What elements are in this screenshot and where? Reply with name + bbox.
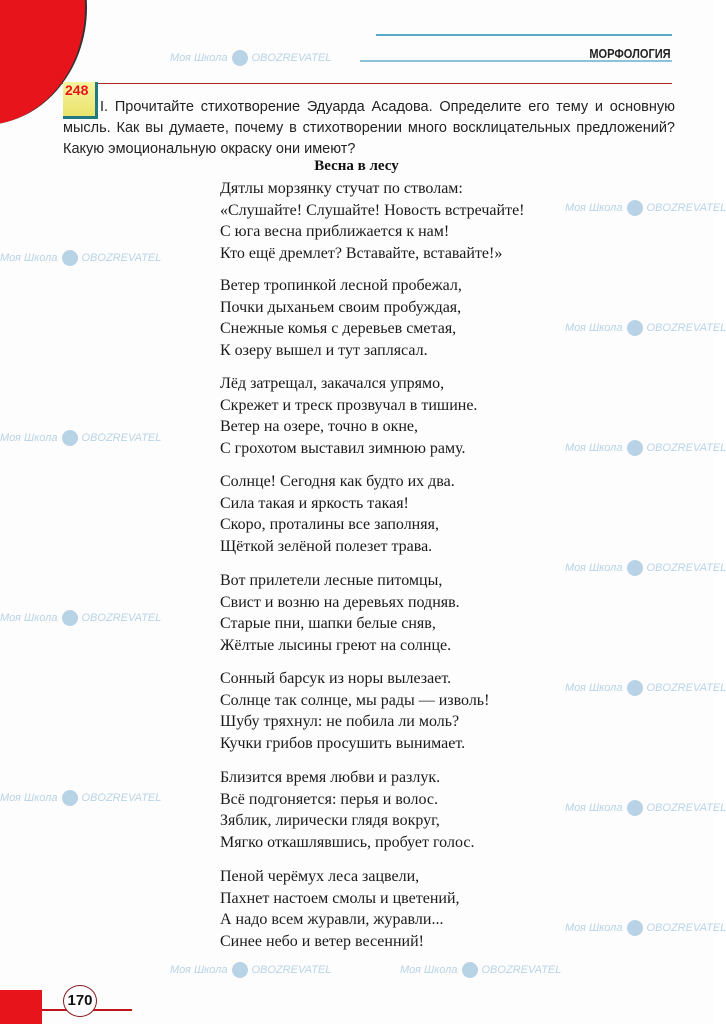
watermark-text: Моя Школа — [0, 791, 58, 804]
page-number: 170 — [63, 985, 97, 1017]
poem-line: Шубу тряхнул: не побила ли моль? — [220, 713, 460, 730]
poem-line: К озеру вышел и тут заплясал. — [220, 341, 428, 359]
watermark — [565, 800, 726, 816]
poem-title: Весна в лесу — [314, 158, 399, 174]
poem-line: Почки дыханьем своим пробуждая, — [220, 298, 462, 316]
poem-line: Мягко откашлявшись, пробует голос. — [220, 833, 475, 851]
watermark — [565, 200, 726, 216]
watermark-text: OBOZREVATEL — [81, 431, 162, 444]
poem-stanza — [220, 767, 474, 853]
poem-line: А надо всем журавли, журавли... — [220, 911, 444, 928]
watermark — [170, 962, 331, 978]
exercise-task: I. Прочитайте стихотворение Эдуарда Асадова. Определите его тему и основную мысль. Как вы думаете, почему в стихотворении много восклицательных предложений? Какую эмоциональную окраску они имеют? — [63, 99, 675, 157]
watermark-text: OBOZREVATEL — [81, 251, 162, 264]
watermark-logo-icon — [62, 430, 78, 446]
watermark-text: Моя Школа — [0, 611, 58, 624]
poem-stanza — [220, 178, 525, 264]
poem-line: Скрежет и треск прозвучал в тишине. — [220, 396, 478, 414]
poem-line: Синее небо и ветер весенний! — [220, 932, 424, 950]
poem-line: Пеной черёмух леса зацвели, — [220, 868, 420, 885]
watermark-text: Моя Школа — [400, 963, 458, 976]
watermark-logo-icon — [627, 920, 643, 936]
watermark-text: OBOZREVATEL — [646, 441, 726, 454]
watermark-logo-icon — [627, 560, 643, 576]
watermark — [400, 962, 561, 978]
exercise-number: 248 — [65, 82, 89, 98]
poem-line: Сонный барсук из норы вылезает. — [220, 670, 452, 687]
poem-stanza — [220, 668, 489, 754]
poem-stanza — [220, 866, 460, 952]
watermark-logo-icon — [62, 610, 78, 626]
poem-line: Лёд затрещал, закачался упрямо, — [220, 375, 445, 392]
watermark — [0, 250, 161, 266]
poem-line: Ветер на озере, точно в окне, — [220, 418, 419, 435]
poem-line: Всё подгоняется: перья и волос. — [220, 790, 438, 808]
poem-line: С юга весна приближается к нам! — [220, 223, 450, 240]
poem-line: «Слушайте! Слушайте! Новость встречайте! — [220, 201, 525, 219]
watermark-text: Моя Школа — [0, 251, 58, 264]
poem-line: Щёткой зелёной полезет трава. — [220, 537, 433, 555]
watermark — [0, 790, 161, 806]
watermark-text: OBOZREVATEL — [646, 681, 726, 694]
watermark-text: OBOZREVATEL — [251, 963, 332, 976]
watermark-text: Моя Школа — [170, 963, 228, 976]
poem-line: Дятлы морзянку стучат по стволам: — [220, 180, 463, 197]
watermark — [0, 610, 161, 626]
watermark-text: OBOZREVATEL — [81, 611, 162, 624]
watermark — [565, 320, 726, 336]
watermark — [170, 50, 331, 66]
watermark-logo-icon — [232, 50, 248, 66]
page-bar — [0, 990, 42, 1024]
watermark — [565, 920, 726, 936]
poem-line: Кучки грибов просушить вынимает. — [220, 734, 466, 752]
poem-line: Солнце так солнце, мы рады — изволь! — [220, 691, 490, 709]
poem-line: Кто ещё дремлет? Вставайте, вставайте!» — [220, 244, 503, 262]
poem-stanza — [220, 275, 462, 361]
watermark-text: OBOZREVATEL — [251, 51, 332, 64]
watermark-logo-icon — [462, 962, 478, 978]
watermark-text: OBOZREVATEL — [646, 201, 726, 214]
watermark-text: Моя Школа — [565, 321, 623, 334]
watermark — [565, 680, 726, 696]
watermark-text: OBOZREVATEL — [481, 963, 562, 976]
watermark-logo-icon — [627, 440, 643, 456]
watermark — [565, 440, 726, 456]
watermark — [0, 430, 161, 446]
header-rule-top — [376, 34, 672, 36]
watermark-logo-icon — [627, 800, 643, 816]
poem-line: Пахнет настоем смолы и цветений, — [220, 889, 460, 907]
watermark-text: OBOZREVATEL — [646, 321, 726, 334]
watermark-text: Моя Школа — [565, 561, 623, 574]
poem-stanza — [220, 570, 460, 656]
watermark-text: Моя Школа — [565, 681, 623, 694]
poem-line: Зяблик, лирически глядя вокруг, — [220, 812, 440, 829]
watermark-logo-icon — [232, 962, 248, 978]
section-title: МОРФОЛОГИЯ — [589, 46, 671, 61]
poem-line: Вот прилетели лесные питомцы, — [220, 572, 443, 589]
watermark — [565, 560, 726, 576]
header-rule-red — [60, 83, 672, 84]
poem-line: Жёлтые лысины греют на солнце. — [220, 636, 452, 654]
poem-line: Ветер тропинкой лесной пробежал, — [220, 277, 462, 294]
watermark-logo-icon — [62, 250, 78, 266]
poem-line: Близится время любви и разлук. — [220, 769, 441, 786]
poem-stanza — [220, 373, 477, 459]
watermark-text: Моя Школа — [565, 441, 623, 454]
watermark-text: Моя Школа — [565, 801, 623, 814]
watermark-logo-icon — [627, 680, 643, 696]
poem-line: Солнце! Сегодня как будто их два. — [220, 473, 455, 490]
poem-line: С грохотом выставил зимнюю раму. — [220, 439, 466, 457]
watermark-text: Моя Школа — [565, 921, 623, 934]
watermark-text: OBOZREVATEL — [646, 561, 726, 574]
watermark-text: OBOZREVATEL — [646, 921, 726, 934]
poem-line: Снежные комья с деревьев сметая, — [220, 320, 457, 337]
watermark-text: OBOZREVATEL — [646, 801, 726, 814]
poem-line: Старые пни, шапки белые сняв, — [220, 615, 436, 632]
watermark-logo-icon — [627, 200, 643, 216]
poem-line: Сила такая и яркость такая! — [220, 494, 409, 512]
watermark-text: Моя Школа — [0, 431, 58, 444]
watermark-text: Моя Школа — [565, 201, 623, 214]
poem-stanza — [220, 471, 455, 557]
watermark-text: Моя Школа — [170, 51, 228, 64]
poem-line: Свист и возню на деревьях подняв. — [220, 593, 460, 611]
watermark-logo-icon — [627, 320, 643, 336]
watermark-logo-icon — [62, 790, 78, 806]
poem-line: Скоро, проталины все заполняя, — [220, 516, 439, 533]
watermark-text: OBOZREVATEL — [81, 791, 162, 804]
